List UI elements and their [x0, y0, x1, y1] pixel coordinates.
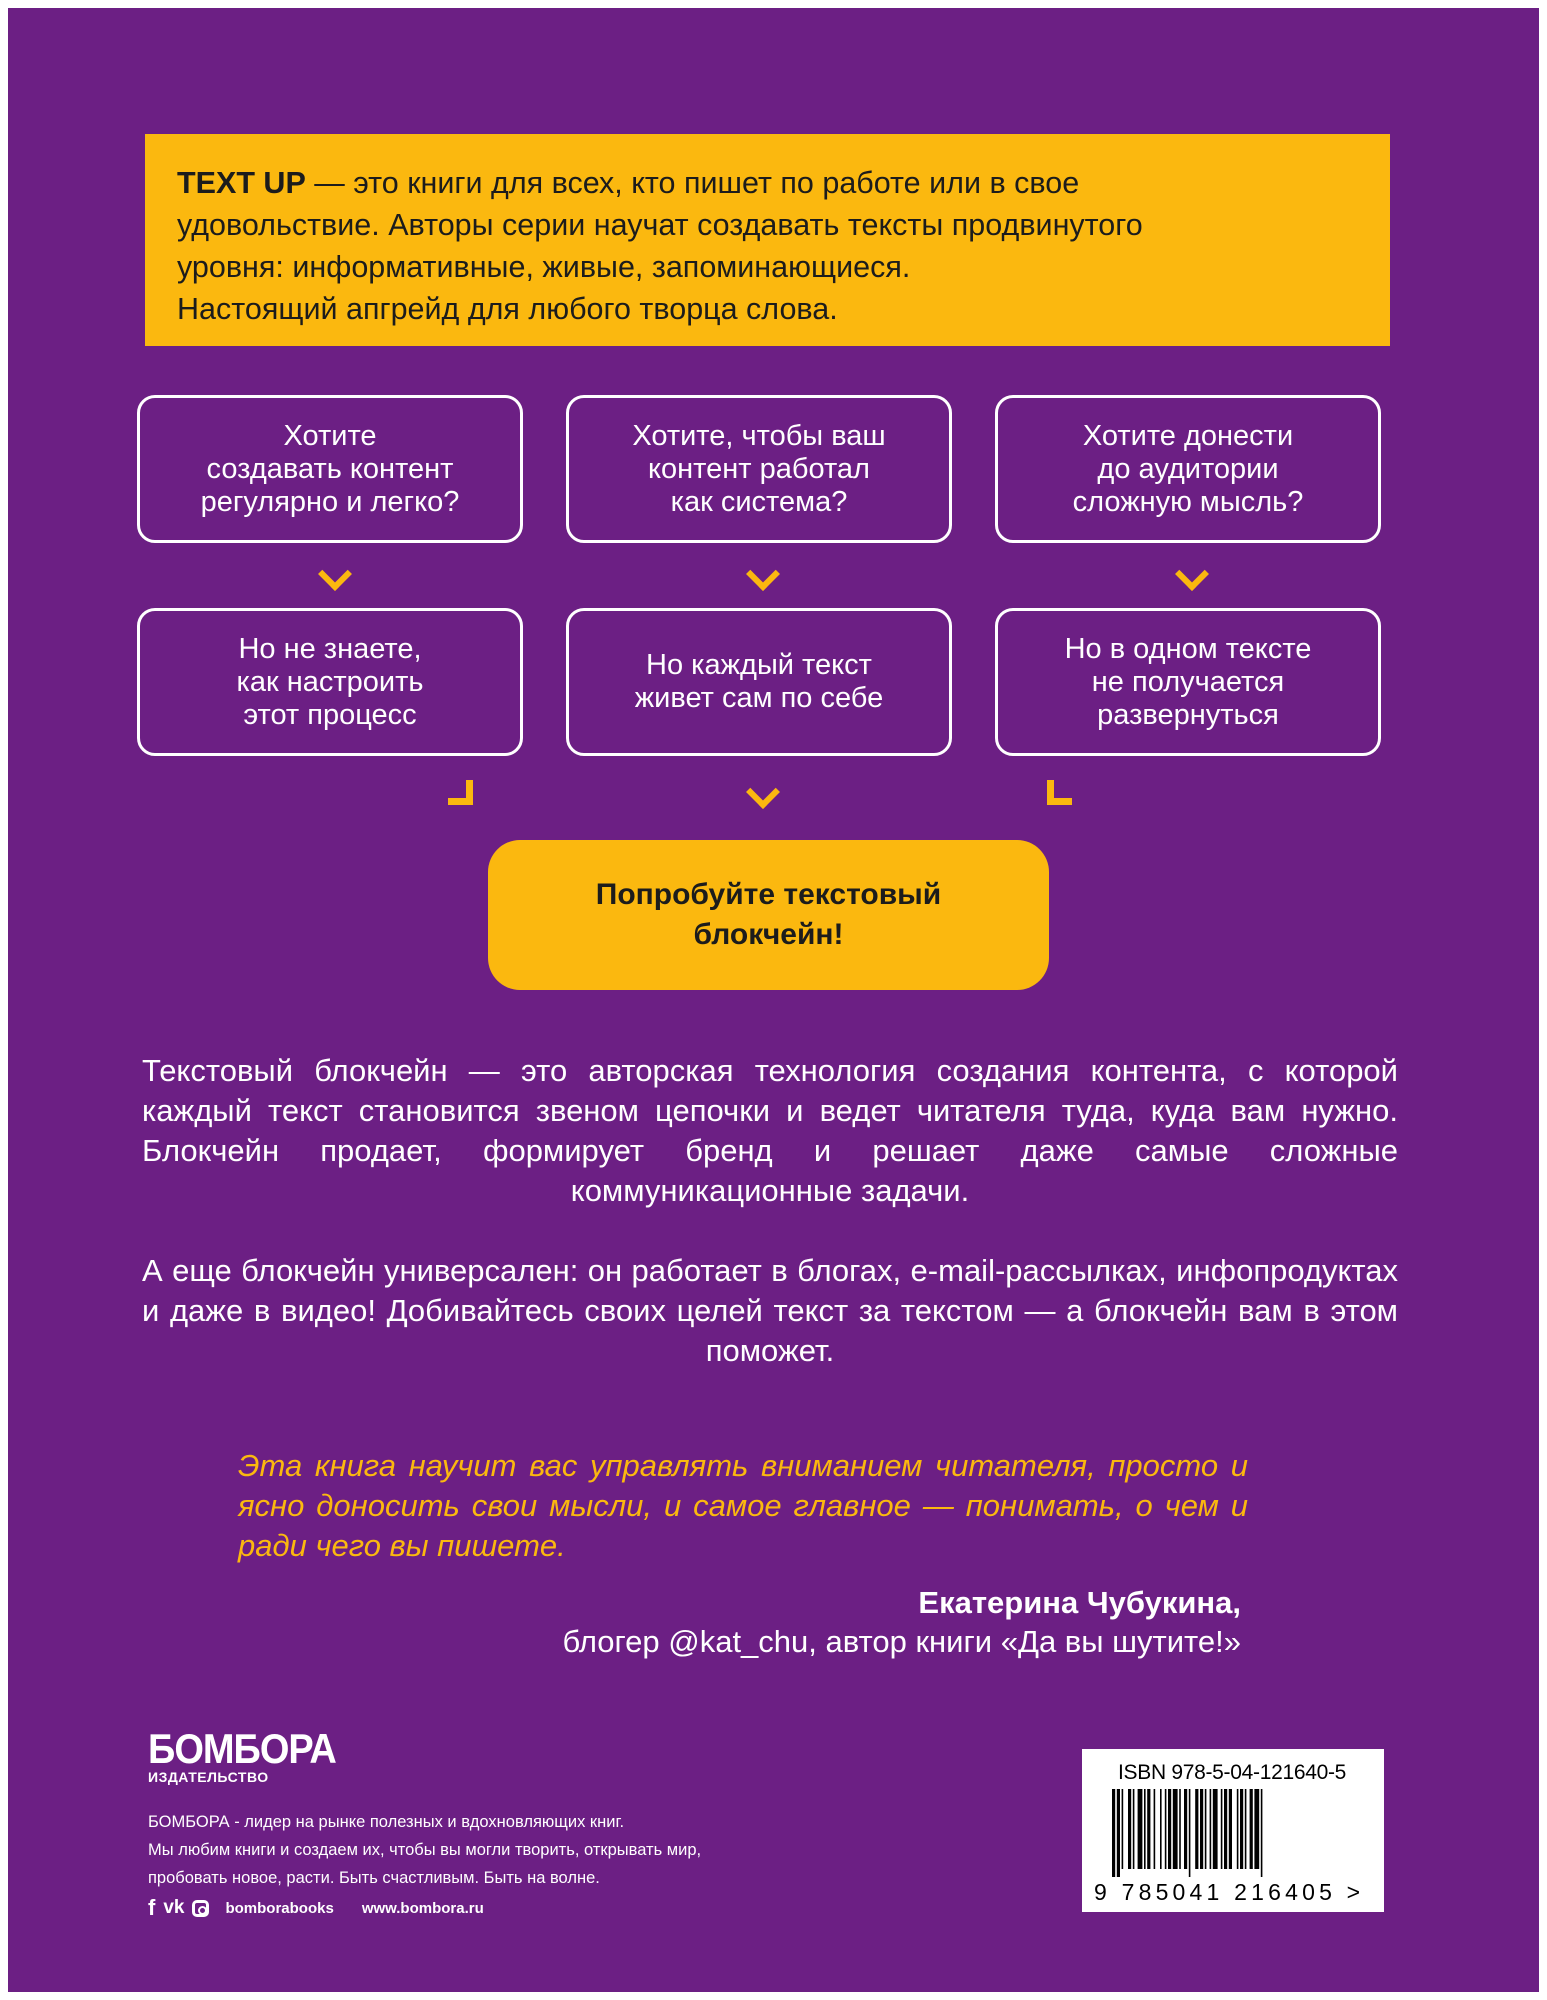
barcode-bar [1168, 1789, 1171, 1869]
intro-line-4: Настоящий апгрейд для любого творца слова. [177, 292, 838, 326]
barcode-bar [1200, 1789, 1203, 1869]
problem-box-3: Но в одном тексте не получается развернуться [995, 608, 1381, 756]
barcode-bar [1261, 1789, 1263, 1877]
question-box-1: Хотите создавать контент регулярно и легко? [137, 395, 523, 543]
website-link[interactable]: www.bombora.ru [361, 1899, 484, 1917]
chevron-down-icon [746, 557, 780, 591]
barcode-icon [1112, 1789, 1344, 1877]
barcode-bar [1195, 1789, 1198, 1869]
barcode-bar [1221, 1789, 1223, 1869]
book-back-cover [8, 8, 1539, 1992]
barcode-bar [1229, 1789, 1232, 1869]
chevron-down-icon [1175, 557, 1209, 591]
barcode-bar [1138, 1789, 1143, 1869]
problem-box-1: Но не знаете, как настроить этот процесс [137, 608, 523, 756]
barcode-bar [1205, 1789, 1207, 1869]
chevron-down-icon [746, 775, 780, 809]
description-paragraph-1: Текстовый блокчейн — это авторская технология создания контента, с которой каждый текст становится звеном цепочки и ведет читателя туда, куда вам нужно. Блокчейн продает, формирует бренд и решает даже самые сложные коммуникационные задачи. [142, 1053, 1398, 1208]
barcode-bar [1147, 1789, 1150, 1869]
barcode-bar [1122, 1789, 1124, 1869]
social-links [148, 1895, 484, 1921]
barcode-bar [1112, 1789, 1115, 1877]
barcode-bar [1179, 1789, 1181, 1869]
isbn-number: ISBN 978-5-04-121640-5 [1118, 1761, 1347, 1784]
corner-arrow-icon [1047, 780, 1072, 805]
barcode-bar [1210, 1789, 1212, 1869]
series-brand: TEXT UP [177, 166, 306, 200]
intro-line-2: удовольствие. Авторы серии научат создавать тексты продвинутого [177, 208, 1143, 242]
barcode-bar [1173, 1789, 1178, 1869]
corner-arrow-icon [448, 780, 473, 805]
series-intro-box [145, 134, 1390, 346]
barcode-bar [1128, 1789, 1131, 1869]
question-box-2: Хотите, чтобы ваш контент работал как система? [566, 395, 952, 543]
barcode-bar [1144, 1789, 1146, 1869]
problem-box-2: Но каждый текст живет сам по себе [566, 608, 952, 756]
intro-line-3: уровня: информативные, живые, запоминающиеся. [177, 250, 911, 284]
barcode-bar [1160, 1789, 1162, 1869]
barcode-bar [1213, 1789, 1218, 1869]
description-paragraph-2: А еще блокчейн универсален: он работает в блогах, e-mail-рассылках, инфопродуктах и даже в видео! Добивайтесь своих целей текст за текстом — а блокчейн вам в этом поможет. [142, 1253, 1398, 1368]
barcode-bar [1240, 1789, 1243, 1869]
vk-icon[interactable]: vk [163, 1897, 185, 1918]
cta-box: Попробуйте текстовый блокчейн! [488, 840, 1049, 990]
instagram-icon[interactable] [192, 1900, 209, 1917]
publisher-logo: БОМБОРА [148, 1726, 336, 1774]
barcode-bar [1245, 1789, 1247, 1869]
barcode-bar [1250, 1789, 1253, 1869]
barcode-digits: 9 785041 216405 > [1094, 1879, 1365, 1905]
quote-author: Екатерина Чубукина, [918, 1585, 1241, 1620]
quote-author-description: блогер @kat_chu, автор книги «Да вы шутите!» [562, 1624, 1241, 1659]
intro-line-1: TEXT UP — это книги для всех, кто пишет по работе или в свое [177, 166, 1080, 200]
publisher-description: БОМБОРА - лидер на рынке полезных и вдохновляющих книг. Мы любим книги и создаем их, чтобы вы могли творить, открывать мир, пробовать новое, расти. Быть счастливым. Быть на волне. [148, 1813, 702, 1887]
barcode-bar [1224, 1789, 1227, 1869]
review-quote: Эта книга научит вас управлять вниманием читателя, просто и ясно доносить свои мысли, и самое главное — понимать, о чем и ради чего вы пишете. [238, 1448, 1248, 1563]
social-handle[interactable]: bomborabooks [225, 1899, 334, 1917]
barcode-bar [1184, 1789, 1187, 1869]
facebook-icon[interactable]: f [148, 1895, 156, 1920]
barcode-bar [1237, 1789, 1239, 1869]
isbn-barcode [1082, 1749, 1384, 1912]
barcode-bar [1189, 1789, 1191, 1877]
barcode-bar [1254, 1789, 1259, 1869]
question-box-3: Хотите донести до аудитории сложную мысль? [995, 395, 1381, 543]
publisher-logo-subtitle: ИЗДАТЕЛЬСТВО [148, 1769, 269, 1785]
barcode-bar [1154, 1789, 1156, 1869]
barcode-bar [1165, 1789, 1167, 1869]
barcode-bar [1133, 1789, 1135, 1869]
chevron-down-icon [318, 557, 352, 591]
barcode-bar [1117, 1789, 1120, 1877]
